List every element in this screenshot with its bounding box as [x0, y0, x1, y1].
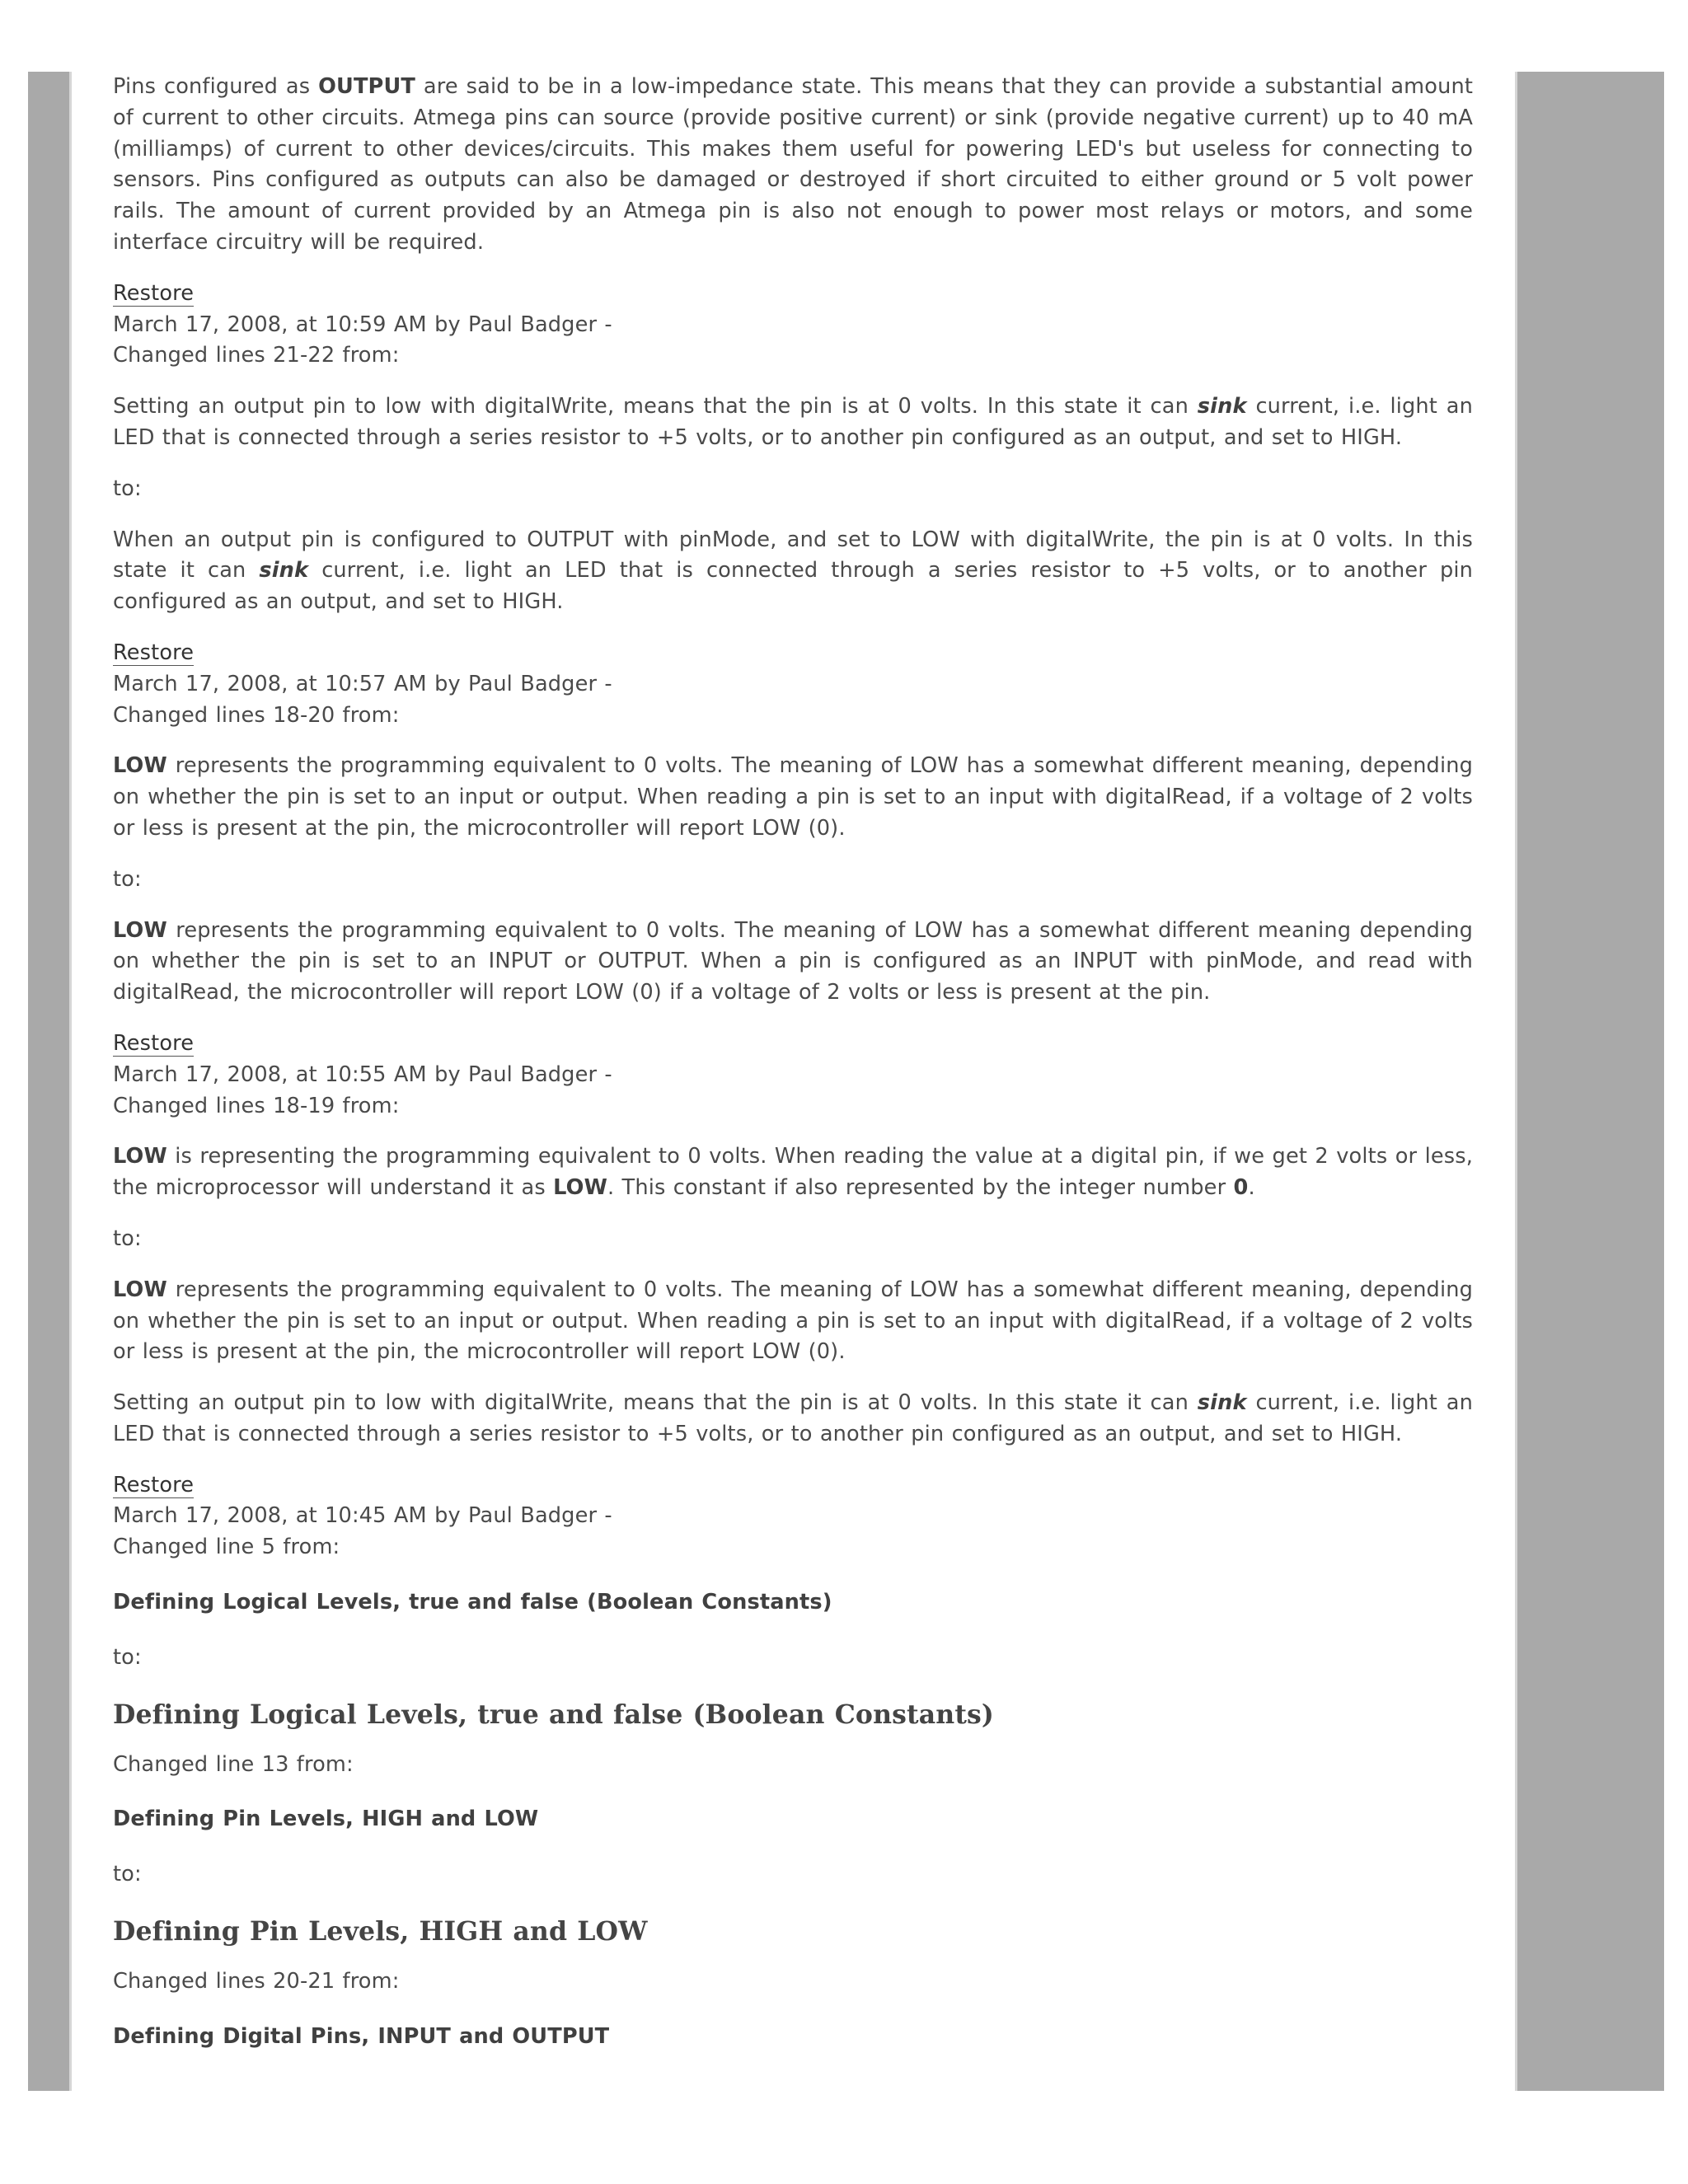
revision-meta-1 [113, 279, 1473, 372]
old-text-start: Setting an output pin to low with digitalWrite, means that the pin is at 0 volts. In this state it can [113, 394, 1198, 419]
new-text-rest: current, i.e. light an LED that is connected through a series resistor to +5 volts, or to another pin configured as an output, and set to HIGH. [113, 558, 1473, 615]
new-text-rest: represents the programming equivalent to 0 volts. The meaning of LOW has a somewhat different meaning depending on whether the pin is set to an INPUT or OUTPUT. When a pin is configured as an INPUT with pinMode, and read with digitalRead, the microcontroller will report LOW (0) if a voltage of 2 volts or less is present at the pin. [113, 917, 1473, 1005]
low-keyword: LOW [113, 917, 167, 943]
to-label: to: [113, 476, 142, 501]
intro-paragraph [113, 72, 1473, 259]
new-text [113, 916, 1473, 1009]
low-keyword: LOW [113, 1277, 167, 1302]
restore-link[interactable]: Restore [113, 1030, 195, 1056]
old-text-middle: is representing the programming equivalent to 0 volts. When reading the value at a digital pin, if we get 2 volts or less, the microprocessor will understand it as [113, 1144, 1473, 1201]
to-label: to: [113, 866, 142, 892]
old-heading: Defining Digital Pins, INPUT and OUTPUT [113, 2023, 610, 2049]
low-keyword: LOW [113, 753, 167, 779]
right-gutter [1515, 72, 1664, 2091]
old-text-rest: current, i.e. light an LED that is connected through a series resistor to +5 volts, or to another pin configured as an output, and set to HIGH. [113, 394, 1473, 450]
new-heading: Defining Pin Levels, HIGH and LOW [113, 1916, 648, 1947]
old-text [113, 1141, 1473, 1204]
intro-text-start: Pins configured as [113, 74, 319, 99]
sink-keyword: sink [1197, 1390, 1247, 1416]
revision-change-summary: Changed line 5 from: [113, 1535, 340, 1560]
page-content [113, 72, 1473, 2077]
new-text-rest: current, i.e. light an LED that is connected through a series resistor to +5 volts, or to another pin configured as an output, and set to HIGH. [113, 1390, 1473, 1446]
low-keyword: LOW [553, 1175, 607, 1201]
new-text [113, 525, 1473, 618]
old-heading: Defining Pin Levels, HIGH and LOW [113, 1807, 539, 1832]
old-text-middle-2: . This constant if also represented by the integer number [607, 1175, 1234, 1201]
old-heading: Defining Logical Levels, true and false (Boolean Constants) [113, 1590, 832, 1615]
revision-change-summary: Changed lines 21-22 from: [113, 343, 400, 368]
revision-change-summary: Changed lines 18-20 from: [113, 702, 400, 728]
new-text-start: Setting an output pin to low with digitalWrite, means that the pin is at 0 volts. In this state it can [113, 1390, 1198, 1416]
revision-date: March 17, 2008, at 10:57 AM by Paul Badger - [113, 671, 612, 696]
sink-keyword: sink [259, 558, 309, 583]
left-gutter [28, 72, 72, 2091]
revision-meta-4 [113, 1470, 1473, 1563]
zero-keyword: 0 [1233, 1175, 1249, 1201]
new-text-start: When an output pin is configured to OUTPUT with pinMode, and set to LOW with digitalWrite, the pin is at 0 volts. In this state it can [113, 527, 1473, 583]
old-text [113, 391, 1473, 454]
new-text-second [113, 1388, 1473, 1451]
sink-keyword: sink [1197, 394, 1247, 419]
revision-change-summary: Changed lines 20-21 from: [113, 1969, 400, 1994]
revision-date: March 17, 2008, at 10:45 AM by Paul Badger - [113, 1503, 612, 1529]
restore-link[interactable]: Restore [113, 280, 195, 306]
restore-link[interactable]: Restore [113, 1472, 195, 1497]
old-text [113, 751, 1473, 844]
revision-meta-2 [113, 638, 1473, 731]
to-label: to: [113, 1862, 142, 1887]
revision-date: March 17, 2008, at 10:59 AM by Paul Badger - [113, 312, 612, 337]
old-text-rest: represents the programming equivalent to 0 volts. The meaning of LOW has a somewhat different meaning, depending on whether the pin is set to an input or output. When reading a pin is set to an input with digitalRead, if a voltage of 2 volts or less is present at the pin, the microcontroller will report LOW (0). [113, 753, 1473, 841]
to-label: to: [113, 1644, 142, 1670]
new-text [113, 1275, 1473, 1368]
new-heading: Defining Logical Levels, true and false (Boolean Constants) [113, 1699, 994, 1730]
to-label: to: [113, 1226, 142, 1251]
low-keyword: LOW [113, 1144, 167, 1169]
new-text-rest: represents the programming equivalent to 0 volts. The meaning of LOW has a somewhat different meaning, depending on whether the pin is set to an input or output. When reading a pin is set to an input with digitalRead, if a voltage of 2 volts or less is present at the pin, the microcontroller will report LOW (0). [113, 1277, 1473, 1365]
intro-output-keyword: OUTPUT [318, 74, 416, 99]
restore-link[interactable]: Restore [113, 640, 195, 665]
intro-text-rest: are said to be in a low-impedance state. This means that they can provide a substantial amount of current to other circuits. Atmega pins can source (provide positive current) or sink (provide negative current) up to 40 mA (milliamps) of current to other devices/circuits. This makes them useful for powering LED's but useless for connecting to sensors. Pins configured as outputs can also be damaged or destroyed if short circuited to either ground or 5 volt power rails. The amount of current provided by an Atmega pin is also not enough to power most relays or motors, and some interface circuitry will be required. [113, 74, 1473, 255]
revision-change-summary: Changed line 13 from: [113, 1751, 354, 1777]
revision-change-summary: Changed lines 18-19 from: [113, 1093, 400, 1118]
revision-meta-3 [113, 1029, 1473, 1122]
revision-date: March 17, 2008, at 10:55 AM by Paul Badger - [113, 1062, 612, 1087]
old-text-end: . [1248, 1175, 1255, 1201]
